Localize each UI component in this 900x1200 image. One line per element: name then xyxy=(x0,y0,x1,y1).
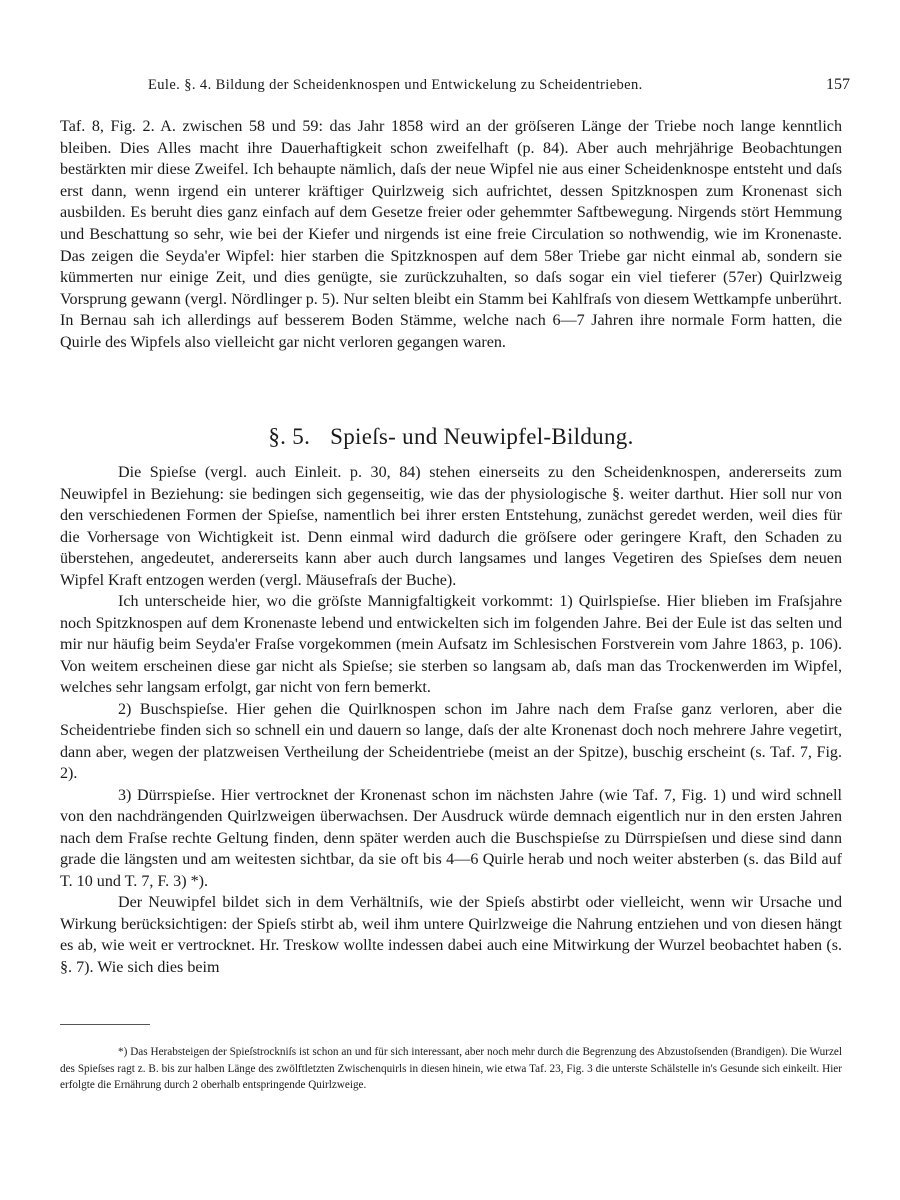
section-title: Spieſs- und Neuwipfel-Bildung. xyxy=(330,424,634,449)
running-head-title: Eule. §. 4. Bildung der Scheidenknospen und Entwickelung zu Scheidentrieben. xyxy=(148,77,643,93)
paragraph-continued: Taf. 8, Fig. 2. A. zwischen 58 und 59: das Jahr 1858 wird an der gröſseren Länge der Triebe noch lange kenntlich bleiben. Dies Alles macht ihre Dauerhaftigkeit schon zweifelhaft (p. 84). Aber auch mehrjährige Beobachtungen bestärkten mir diese Zweifel. Ich behaupte nämlich, daſs der neue Wipfel nie aus einer Scheidenknospe entsteht und daſs erst dann, wenn irgend ein unterer kräftiger Quirlzweig sich aufrichtet, dessen Spitzknospen zum Kronenast sich ausbilden. Es beruht dies ganz einfach auf dem Gesetze freier oder gehemmter Saftbewegung. Nirgends stört Hemmung und Beschattung so sehr, wie bei der Kiefer und nirgends ist eine freie Circulation so nothwendig, wie im Kronenaste. Das zeigen die Seyda'er Wipfel: hier starben die Spitzknospen auf dem 58er Triebe gar nicht einmal ab, sondern sie kümmerten nur einige Zeit, und dies genügte, sie zurückzuhalten, so daſs sogar ein viel tieferer (57er) Quirlzweig Vorsprung gewann (vergl. Nördlinger p. 5). Nur selten bleibt ein Stamm bei Kahlfraſs von diesem Wettkampfe unberührt. In Bernau sah ich allerdings auf besserem Boden Stämme, welche nach 6—7 Jahren ihre normale Form hatten, die Quirle des Wipfels also vielleicht gar nicht verloren gegangen waren. xyxy=(60,118,842,351)
paragraph: Die Spieſse (vergl. auch Einleit. p. 30, 84) stehen einerseits zu den Scheidenknospen, andererseits zum Neuwipfel in Beziehung: sie bedingen sich gegenseitig, wie das der physiologische §. weiter darthut. Hier soll nur von den verschiedenen Formen der Spieſse, namentlich bei ihrer ersten Entstehung, zunächst geredet werden, weil dies für die Vorhersage von Wichtigkeit ist. Denn einmal wird dadurch die gröſsere oder geringere Kraft, den Schaden zu überstehen, angedeutet, andererseits kann aber auch durch langsames und langes Vegetiren des Spieſses dem neuen Wipfel Kraft entzogen werden (vergl. Mäusefraſs der Buche). xyxy=(60,464,842,589)
section-heading xyxy=(60,424,842,450)
paragraph: 3) Dürrspieſse. Hier vertrocknet der Kronenast schon im nächsten Jahre (wie Taf. 7, Fig. 1) und wird schnell von den nachdrängenden Quirlzweigen überwachsen. Der Ausdruck würde demnach eigentlich nur in den ersten Jahren nach dem Fraſse rechte Geltung finden, denn später werden auch die Buschspieſse zu Dürrspieſsen und diese sind dann grade die längsten und am weitesten sichtbar, da sie oft bis 4—6 Quirle herab und noch weiter absterben (s. das Bild auf T. 10 und T. 7, F. 3) *). xyxy=(60,786,842,890)
footnote-text: *) Das Herabsteigen der Spieſstrockniſs ist schon an und für sich interessant, aber noch mehr durch die Begrenzung des Abzustoſsenden (Brandigen). Die Wurzel des Spieſses ragt z. B. bis zur halben Länge des zwölftletzten Zwischenquirls in diesen hinein, wie etwa Taf. 23, Fig. 3 die unterste Schälstelle in's Gesunde sich einkeilt. Hier erfolgte die Ernährung durch 2 oberhalb entspringende Quirlzweige. xyxy=(60,1046,842,1091)
section-number: §. 5. xyxy=(268,424,311,449)
section-text-block xyxy=(60,462,842,978)
paragraph: Der Neuwipfel bildet sich in dem Verhältniſs, wie der Spieſs abstirbt oder vielleicht, wenn wir Ursache und Wirkung berücksichtigen: der Spieſs stirbt ab, weil ihm untere Quirlzweige die Nahrung entziehen und von diesen hängt es ab, wie weit er vertrocknet. Hr. Treskow wollte indessen dabei auch eine Mitwirkung der Wurzel beobachtet haben (s. §. 7). Wie sich dies beim xyxy=(60,894,842,976)
footnote xyxy=(60,1044,842,1094)
paragraph: 2) Buschspieſse. Hier gehen die Quirlknospen schon im Jahre nach dem Fraſse ganz verloren, aber die Scheidentriebe finden sich so schnell ein und dauern so lange, daſs der alte Kronenast doch noch mehrere Jahre vegetirt, dann aber, wegen der platzweisen Vertheilung der Scheidentriebe (meist an der Spitze), buschig erscheint (s. Taf. 7, Fig. 2). xyxy=(60,700,842,782)
page-number: 157 xyxy=(826,76,850,93)
continued-text-block xyxy=(60,116,842,354)
paragraph: Ich unterscheide hier, wo die gröſste Mannigfaltigkeit vorkommt: 1) Quirlspieſse. Hier blieben im Fraſsjahre noch Spitzknospen auf dem Kronenaste lebend und entwickelten sich im folgenden Jahre. Bei der Eule ist das selten und mir nur häufig beim Seyda'er Fraſse vorgekommen (mein Aufsatz im Schlesischen Forstverein vom Jahre 1863, p. 106). Von weitem erscheinen diese gar nicht als Spieſse; sie sterben so langsam ab, daſs man das Trockenwerden im Wipfel, welches sehr langsam erfolgt, gar nicht von fern bemerkt. xyxy=(60,593,842,696)
footnote-divider xyxy=(60,1024,150,1025)
running-head xyxy=(60,76,850,98)
